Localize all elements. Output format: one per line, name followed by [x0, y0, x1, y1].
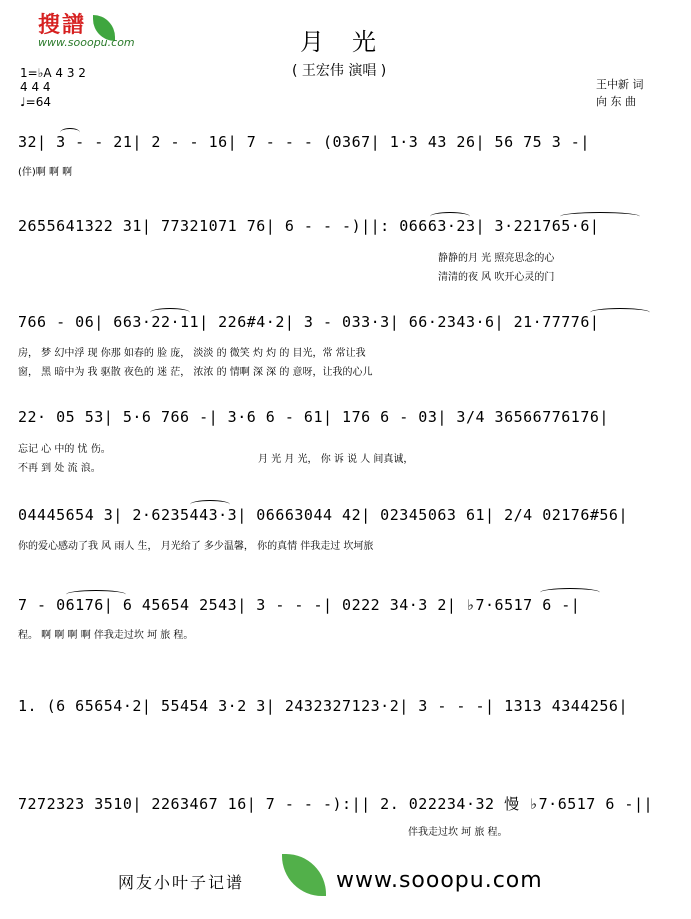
logo-url: www.sooopu.com: [38, 36, 135, 49]
site-logo[interactable]: [38, 8, 135, 49]
lyrics-line-6: 程。 啊 啊 啊 啊 伴我走过坎 坷 旅 程。: [18, 630, 194, 641]
lyrics-line-2b: 清清的夜 风 吹开心灵的门: [438, 272, 555, 283]
slur: [540, 588, 600, 597]
lyrics-line-4c: 月 光 月 光， 你 诉 说 人 间真诚，: [258, 454, 414, 465]
score-line-7: 1. (6 65654·2| 55454 3·2 3| 2432327123·2| 3 - - -| 1313 4344256|: [18, 697, 628, 715]
score-line-5: 04445654 3| 2·6235443·3| 06663044 42| 02345063 61| 2/4 02176#56|: [18, 506, 628, 524]
slur: [590, 308, 650, 317]
score-line-2: 2655641322 31| 77321071 76| 6 - - -)||: 06663·23| 3·221765·6|: [18, 217, 600, 235]
slur: [560, 212, 640, 221]
key-signature: 1=♭A 4 3 2 4 4 4: [20, 66, 86, 94]
lyrics-line-4a: 忘记 心 中的 忧 伤。: [18, 444, 111, 455]
lyrics-line-8: 伴我走过坎 坷 旅 程。: [408, 827, 508, 838]
footer-url[interactable]: www.sooopu.com: [336, 868, 543, 893]
lyrics-line-1: (伴)啊 啊 啊: [18, 167, 73, 178]
score-line-4: 22· 05 53| 5·6 766 -| 3·6 6 - 61| 176 6 - 03| 3/4 36566776176|: [18, 408, 609, 426]
song-title: 月光: [300, 28, 404, 56]
lyrics-line-5: 你的爱心感动了我 风 雨人 生， 月光给了 多少温馨， 你的真情 伴我走过 坎坷旅: [18, 541, 374, 552]
slur: [190, 500, 230, 509]
lyrics-line-4b: 不再 到 处 流 浪。: [18, 463, 101, 474]
slur: [66, 590, 126, 599]
composer: 向 东 曲: [596, 95, 636, 108]
score-line-1: 32| 3 - - 21| 2 - - 16| 7 - - - (0367| 1·3 43 26| 56 75 3 -|: [18, 133, 590, 151]
slur: [150, 308, 190, 317]
slur: [430, 212, 470, 221]
lyricist: 王中新 词: [596, 78, 644, 91]
lyrics-line-2a: 静静的月 光 照亮思念的心: [438, 253, 555, 264]
song-subtitle: ( 王宏伟 演唱 ): [292, 63, 387, 79]
logo-text: 搜譜: [38, 13, 87, 38]
score-line-8: 7272323 3510| 2263467 16| 7 - - -):|| 2. 022234·32 慢 ♭7·6517 6 -||: [18, 795, 653, 813]
transcriber-credit: 网友小叶子记谱: [118, 873, 245, 892]
lyrics-line-3b: 窗， 黑 暗中为 我 驱散 夜色的 迷 茫， 浓浓 的 情啊 深 深 的 意呀，让我的心儿: [18, 367, 373, 378]
score-line-3: 766 - 06| 663·22·11| 226#4·2| 3 - 033·3| 66·2343·6| 21·77776|: [18, 313, 600, 331]
credits: [596, 76, 644, 110]
score-line-6: 7 - 06176| 6 45654 2543| 3 - - -| 0222 34·3 2| ♭7·6517 6 -|: [18, 596, 581, 614]
slur: [60, 128, 80, 137]
tempo-mark: ♩=64: [20, 95, 51, 109]
lyrics-line-3a: 房， 梦 幻中浮 现 你那 如春的 脸 庞， 淡淡 的 微笑 灼 灼 的 目光，常 常让我: [18, 348, 366, 359]
leaf-logo-icon: [282, 854, 326, 896]
